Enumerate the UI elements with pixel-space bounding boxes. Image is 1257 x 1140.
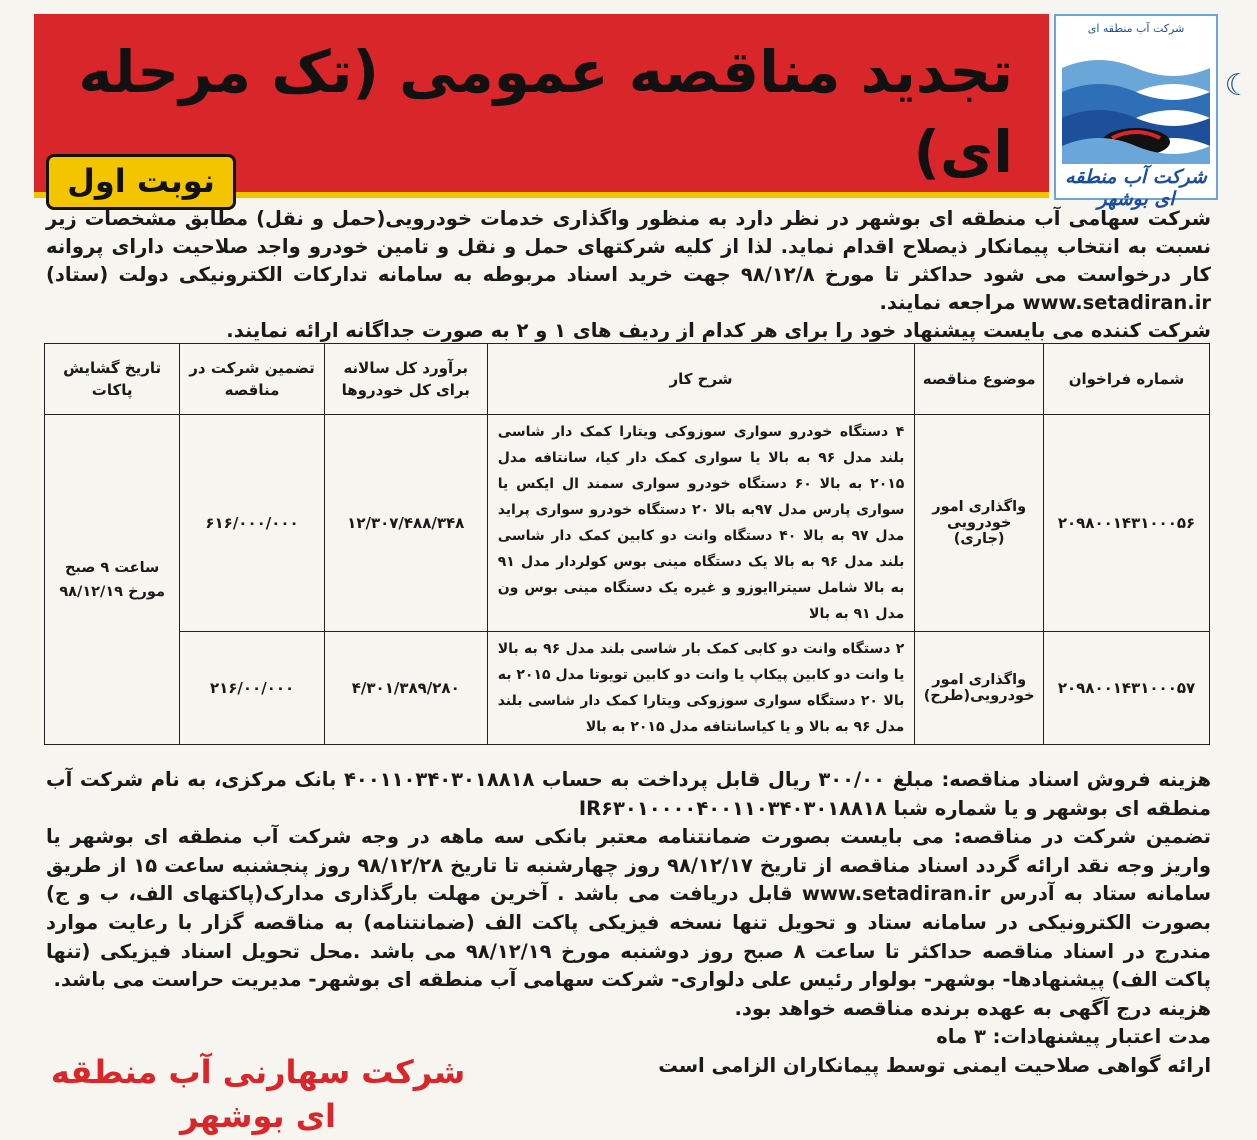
tender-table (44, 343, 1210, 745)
header-annual-estimate: برآورد کل سالانه برای کل خودروها (324, 344, 487, 415)
logo-top-text: شرکت آب منطقه ای (1087, 22, 1185, 35)
annual-estimate-cell: ۴/۳۰۱/۳۸۹/۲۸۰ (324, 632, 487, 745)
header-banner (34, 14, 1049, 198)
call-number-cell: ۲۰۹۸۰۰۱۴۳۱۰۰۰۵۷ (1044, 632, 1210, 745)
intro-text (46, 205, 1211, 345)
footer-paragraph: مدت اعتبار پیشنهادات: ۳ ماه (936, 1025, 1211, 1049)
opening-date-cell: ساعت ۹ صبح مورخ ۹۸/۱۲/۱۹ (45, 415, 180, 745)
round-badge: نوبت اول (46, 154, 236, 210)
corner-mark-icon: ☾ (1224, 68, 1252, 103)
call-number-cell: ۲۰۹۸۰۰۱۴۳۱۰۰۰۵۶ (1044, 415, 1210, 632)
subject-cell: واگذاری امور خودرویی (جاری) (915, 415, 1044, 632)
header-opening-date: تاریخ گشایش پاکات (45, 344, 180, 415)
footer-paragraph: هزینه فروش اسناد مناقصه: مبلغ ۳۰۰/۰۰ ریال قابل پرداخت به حساب ۴۰۰۱۱۰۳۴۰۳۰۱۸۸۱۸ بانک مرکزی، به نام شرکت آب منطقه ای بوشهر و یا شماره شبا IR۶۳۰۱۰۰۰۰۴۰۰۱۱۰۳۴۰۳۰۱۸۸۱۸ (46, 768, 1211, 820)
header-subject: موضوع مناقصه (915, 344, 1044, 415)
guarantee-cell: ۶۱۶/۰۰۰/۰۰۰ (180, 415, 325, 632)
table-row (45, 632, 1210, 745)
footer-paragraph: ارائه گواهی صلاحیت ایمنی توسط پیمانکاران الزامی است (658, 1053, 1211, 1077)
company-logo (1054, 14, 1218, 210)
water-wave-icon (1062, 46, 1210, 164)
guarantee-cell: ۲۱۶/۰۰/۰۰۰ (180, 632, 325, 745)
description-cell: ۴ دستگاه خودرو سواری سوزوکی ویتارا کمک دار شاسی بلند مدل ۹۶ به بالا یا سواری کمک دار کیا، سانتافه مدل ۲۰۱۵ به بالا ۶۰ دستگاه خودرو سواری سمند ال ایکس یا سواری پارس مدل ۹۷به بالا ۲۰ دستگاه خودرو سواری پراید مدل ۹۷ به بالا ۴۰ دستگاه وانت دو کابین کمک دار شاسی بلند مدل ۹۶ به بالا یک دستگاه مینی بوس کولردار مدل ۹۱ به بالا شامل سیتراایوزو و غیره یک دستگاه مینی بوس ون مدل ۹۱ به بالا (487, 415, 915, 632)
signature: شرکت سهارنی آب منطقه ای بوشهر (50, 1053, 466, 1135)
annual-estimate-cell: ۱۲/۳۰۷/۴۸۸/۳۴۸ (324, 415, 487, 632)
footer-paragraph: هزینه درج آگهی به عهده برنده مناقصه خواهد بود. (734, 996, 1211, 1020)
page-title: تجدید مناقصه عمومی (تک مرحله ای) (78, 38, 1013, 186)
description-cell: ۲ دستگاه وانت دو کابی کمک بار شاسی بلند مدل ۹۶ به بالا یا وانت دو کابین پیکاپ یا وانت دو کابین تویوتا مدل ۲۰۱۵ به بالا ۲۰ دستگاه سواری سوزوکی ویتارا کمک دار شاسی بلند مدل ۹۶ به بالا و یا کیاسانتافه مدل ۲۰۱۵ به بالا (487, 632, 915, 745)
table-header-row (45, 344, 1210, 415)
footer-paragraph: تضمین شرکت در مناقصه: می بایست بصورت ضمانتنامه معتبر بانکی سه ماهه در وجه شرکت آب منطقه ای بوشهر یا واریز وجه نقد ارائه گردد اسناد مناقصه از تاریخ ۹۸/۱۲/۱۷ روز چهارشنبه تا تاریخ ۹۸/۱۲/۲۸ روز پنجشنبه ساعت ۱۵ از طریق سامانه ستاد به آدرس www.setadiran.ir قابل دریافت می باشد . آخرین مهلت بارگذاری مدارک(پاکتهای الف، ب و ج) بصورت الکترونیکی در سامانه ستاد و تحویل تنها نسخه فیزیکی پاکت الف (ضمانتنامه) به مناقصه گزار با رعایت موارد مندرج در اسناد مناقصه حداکثر تا ساعت ۸ صبح روز دوشنبه مورخ ۹۸/۱۲/۱۹ می باشد .محل تحویل اسناد فیزیکی (تنها پاکت الف) پیشنهادها- بوشهر- بولوار رئیس علی دلواری- شرکت سهامی آب منطقه ای بوشهر- مدیریت حراست می باشد. (46, 825, 1211, 992)
header-guarantee: تضمین شرکت در مناقصه (180, 344, 325, 415)
subject-cell: واگذاری امور خودرویی(طرح) (915, 632, 1044, 745)
logo-company-name: شرکت آب منطقه ای بوشهر (1065, 166, 1207, 210)
intro-paragraph: شرکت سهامی آب منطقه ای بوشهر در نظر دارد به منظور واگذاری خدمات خودرویی(حمل و نقل) مطابق مشخصات زیر نسبت به انتخاب پیمانکار ذیصلاح اقدام نماید. لذا از کلیه شرکتهای حمل و نقل و تامین خودرو واجد صلاحیت دارای پروانه کار درخواست می شود حداکثر تا مورخ ۹۸/۱۲/۸ جهت خرید اسناد مربوطه به سامانه تدارکات الکترونیکی دولت (ستاد) www.setadiran.ir مراجعه نمایند. (46, 207, 1211, 314)
table-row (45, 415, 1210, 632)
header-call-number: شماره فراخوان (1044, 344, 1210, 415)
footer-text (46, 766, 1211, 1081)
intro-paragraph: شرکت کننده می بایست پیشنهاد خود را برای هر کدام از ردیف های ۱ و ۲ به صورت جداگانه ارائه نمایند. (226, 319, 1211, 342)
header-description: شرح کار (487, 344, 915, 415)
